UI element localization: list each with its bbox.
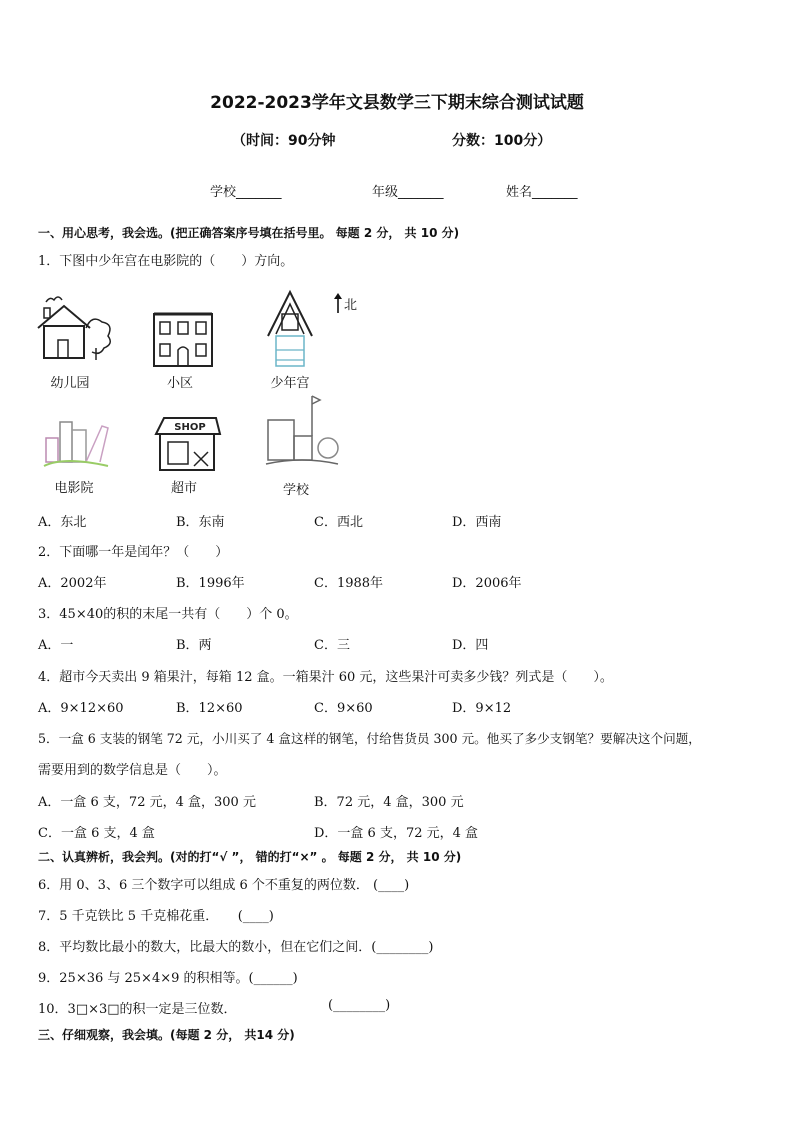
question-4: 4．超市今天卖出 9 箱果汁，每箱 12 盒。一箱果汁 60 元，这些果汁可卖多少钱？列式是（ ）。 [38,670,613,685]
q5-option-a[interactable]: A．一盒 6 支，72 元，4 盒，300 元 [38,795,256,810]
school-field[interactable]: 学校_______ [210,185,282,200]
kindergarten-label: 幼儿园 [50,376,90,391]
q4-option-c[interactable]: C．9×60 [314,701,373,716]
question-10-blank[interactable]: (________) [328,998,391,1013]
school-icon [262,386,342,474]
name-field[interactable]: 姓名_______ [506,185,578,200]
q4-option-d[interactable]: D．9×12 [452,701,512,716]
youth-palace-icon [262,288,318,370]
q2-option-a[interactable]: A．2002年 [38,576,107,591]
supermarket-icon [150,414,222,474]
question-9: 9．25×36 与 25×4×9 的积相等。(______) [38,971,298,986]
q3-option-a[interactable]: A．一 [38,638,74,653]
question-2: 2．下面哪一年是闰年？（ ） [38,545,229,560]
q5-option-b[interactable]: B．72 元，4 盒，300 元 [314,795,464,810]
north-label: 北 [344,298,358,313]
question-5-line2: 需要用到的数学信息是（ ）。 [38,763,227,778]
q3-option-c[interactable]: C．三 [314,638,350,653]
q3-option-b[interactable]: B．两 [176,638,212,653]
q1-option-b[interactable]: B．东南 [176,515,225,530]
q5-option-c[interactable]: C．一盒 6 支，4 盒 [38,826,155,841]
residential-label: 小区 [166,376,193,391]
q4-option-b[interactable]: B．12×60 [176,701,243,716]
q4-option-a[interactable]: A．9×12×60 [38,701,124,716]
youth-palace-label: 少年宫 [270,376,310,391]
cinema-icon [40,416,112,474]
residential-icon [150,306,216,368]
north-arrow-icon [334,293,342,313]
cinema-label: 电影院 [54,481,94,496]
exam-time: （时间：90分钟 [232,133,336,149]
page-title: 2022-2023学年文县数学三下期末综合测试试题 [210,93,584,113]
kindergarten-icon [34,288,116,368]
question-5-line1: 5．一盒 6 支装的钢笔 72 元，小川买了 4 盒这样的钢笔，付给售货员 300 元。他买了多少支钢笔？要解决这个问题， [38,731,701,746]
q1-option-a[interactable]: A．东北 [38,515,87,530]
question-6: 6．用 0、3、6 三个数字可以组成 6 个不重复的两位数． (____) [38,878,410,893]
exam-score: 分数：100分） [452,133,552,149]
question-3: 3．45×40的积的末尾一共有（ ）个 0。 [38,607,298,622]
q3-option-d[interactable]: D．四 [452,638,489,653]
school-label: 学校 [282,483,309,498]
section1-heading: 一、用心思考，我会选。(把正确答案序号填在括号里。 每题 2 分， 共 10 分) [38,226,460,240]
q2-option-c[interactable]: C．1988年 [314,576,384,591]
grade-field[interactable]: 年级_______ [372,185,444,200]
shop-sign: SHOP [174,422,206,433]
q5-option-d[interactable]: D．一盒 6 支，72 元，4 盒 [314,826,479,841]
section3-heading: 三、仔细观察，我会填。(每题 2 分， 共14 分) [38,1028,295,1042]
question-10: 10．3□×3□的积一定是三位数． [38,1002,237,1017]
q2-option-d[interactable]: D．2006年 [452,576,522,591]
q1-option-c[interactable]: C．西北 [314,515,363,530]
section2-heading: 二、认真辨析，我会判。(对的打“√ ”， 错的打“×” 。 每题 2 分， 共 10 分) [38,850,462,864]
question-7: 7．5 千克铁比 5 千克棉花重． (____) [38,909,274,924]
supermarket-label: 超市 [170,481,197,496]
question-8: 8．平均数比最小的数大，比最大的数小，但在它们之间．(________) [38,940,434,955]
q2-option-b[interactable]: B．1996年 [176,576,245,591]
question-1: 1．下图中少年宫在电影院的（ ）方向。 [38,254,294,269]
q1-option-d[interactable]: D．西南 [452,515,502,530]
